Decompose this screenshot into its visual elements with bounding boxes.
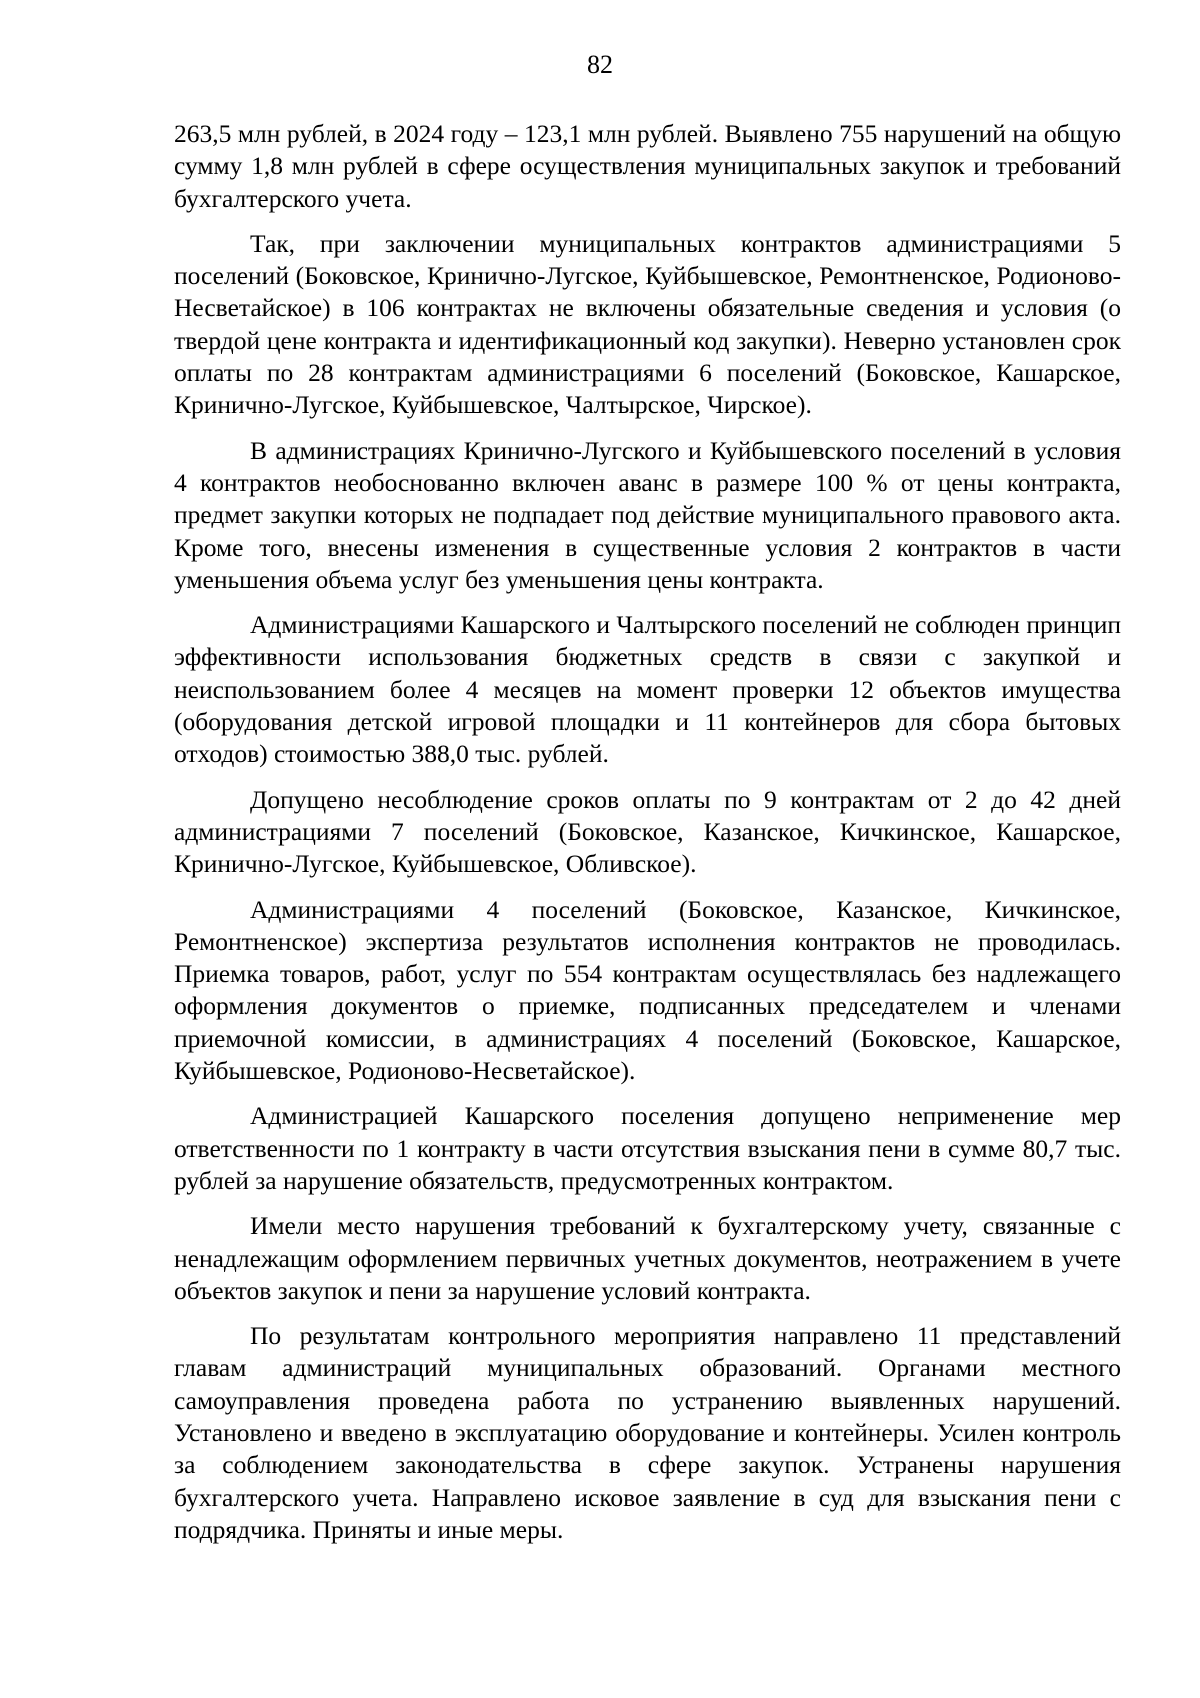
paragraph-payment-deadlines: Допущено несоблюдение сроков оплаты по 9 контрактам от 2 до 42 дней администрациями 7 поселений (Боковское, Казанское, Кичкинское, Кашарское, Кринично-Лугское, Куйбышевское, Обливское). [174,784,1121,879]
page-number: 82 [587,50,613,79]
paragraph-penalty: Администрацией Кашарского поселения допущено неприменение мер ответственности по 1 контракту в части отсутствия взыскания пени в сумме 80,7 тыс. рублей за нарушение обязательств, предусмотренных контрактом. [174,1101,1121,1195]
paragraph-advance-payment: В администрациях Кринично-Лугского и Куйбышевского поселений в условия 4 контрактов необоснованно включен аванс в размере 100 % от цены контракта, предмет закупки которых не подпадает под действие муниципального правового акта. Кроме того, внесены изменения в существенные условия 2 контрактов в части уменьшения объема услуг без уменьшения цены контракта. [174,435,1121,594]
paragraph-budget-efficiency: Администрациями Кашарского и Чалтырского поселений не соблюден принцип эффективности использования бюджетных средств в связи с закупкой и неиспользованием более 4 месяцев на момент проверки 12 объектов имущества (оборудования детской игровой площадки и 11 контейнеров для сбора бытовых отходов) стоимостью 388,0 тыс. рублей. [174,610,1121,769]
paragraph-continuation: 263,5 млн рублей, в 2024 году – 123,1 млн рублей. Выявлено 755 нарушений на общую сумму 1,8 млн рублей в сфере осуществления муниципальных закупок и требований бухгалтерского учета. [174,119,1121,213]
paragraph-expertise-acceptance: Администрациями 4 поселений (Боковское, Казанское, Кичкинское, Ремонтненское) экспертиза результатов исполнения контрактов не проводилась. Приемка товаров, работ, услуг по 554 контрактам осуществлялась без надлежащего оформления документов о приемке, подписанных председателем и членами приемочной комиссии, в администрациях 4 поселений (Боковское, Кашарское, Куйбышевское, Родионово-Несветайское). [174,894,1121,1086]
paragraph-accounting: Имели место нарушения требований к бухгалтерскому учету, связанные с ненадлежащим оформлением первичных учетных документов, неотражением в учете объектов закупок и пени за нарушение условий контракта. [174,1211,1121,1305]
document-body [174,118,1121,1559]
paragraph-contract-terms: Так, при заключении муниципальных контрактов администрациями 5 поселений (Боковское, Кринично-Лугское, Куйбышевское, Ремонтненское, Родионово-Несветайское) в 106 контрактах не включены обязательные сведения и условия (о твердой цене контракта и идентификационный код закупки). Неверно установлен срок оплаты по 28 контрактам администрациями 6 поселений (Боковское, Кашарское, Кринично-Лугское, Куйбышевское, Чалтырское, Чирское). [174,228,1121,420]
paragraph-results: По результатам контрольного мероприятия направлено 11 представлений главам администраций муниципальных образований. Органами местного самоуправления проведена работа по устранению выявленных нарушений. Установлено и введено в эксплуатацию оборудование и контейнеры. Усилен контроль за соблюдением законодательства в сфере закупок. Устранены нарушения бухгалтерского учета. Направлено исковое заявление в суд для взыскания пени с подрядчика. Приняты и иные меры. [174,1321,1121,1544]
